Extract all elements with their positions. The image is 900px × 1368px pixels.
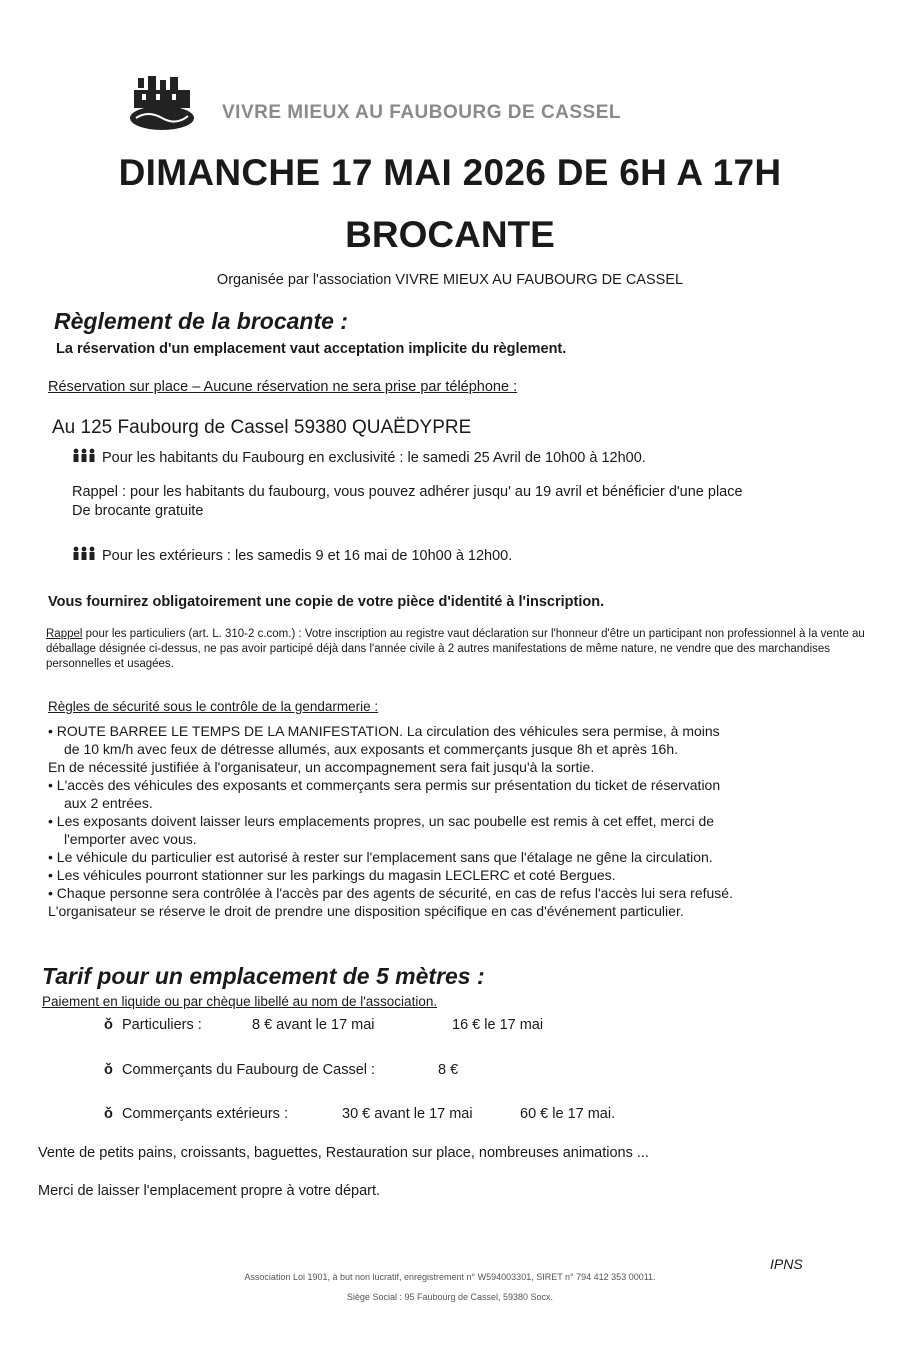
legal-label: Rappel <box>46 628 83 640</box>
outsiders-slot <box>72 546 512 564</box>
footer-seat: Siège Social : 95 Faubourg de Cassel, 59380 Socx. <box>346 1292 554 1302</box>
rules-heading: Règlement de la brocante : <box>54 308 348 334</box>
price-row-commercants-exterieurs <box>104 1106 615 1122</box>
reservation-note: Réservation sur place – Aucune réservation ne sera prise par téléphone : <box>48 379 518 395</box>
food-note: Vente de petits pains, croissants, baguettes, Restauration sur place, nombreuses animations ... <box>38 1145 649 1161</box>
footer-association: Association Loi 1901, à but non lucratif, enregistrement n° W594003301, SIRET n° 794 412 353 00011. <box>244 1272 656 1282</box>
security-rule: • ROUTE BARREE LE TEMPS DE LA MANIFESTATION. La circulation des véhicules sera permise, à moins <box>48 723 720 739</box>
security-rule: En de nécessité justifiée à l'organisateur, un accompagnement sera fait jusqu'à la sortie. <box>48 759 595 775</box>
security-heading: Règles de sécurité sous le contrôle de la gendarmerie : <box>48 699 379 714</box>
price-row-particuliers <box>104 1017 543 1033</box>
security-rule: • Chaque personne sera contrôlée à l'accès par des agents de sécurité, en cas de refus l'accès lui sera refusé. <box>48 885 733 901</box>
money-bag-icon: ǒ <box>104 1017 113 1033</box>
people-icon <box>72 546 102 564</box>
security-rule: L'organisateur se réserve le droit de prendre une disposition spécifique en cas d'événement particulier. <box>48 903 684 919</box>
security-rule: • Le véhicule du particulier est autorisé à rester sur l'emplacement sans que l'étalage ne gêne la circulation. <box>48 849 713 865</box>
ipns-mark: IPNS <box>770 1256 803 1272</box>
price-before: 30 € avant le 17 mai <box>342 1106 473 1122</box>
cleanup-note: Merci de laisser l'emplacement propre à votre départ. <box>38 1183 381 1199</box>
event-date-title: DIMANCHE 17 MAI 2026 DE 6H A 17H <box>118 152 782 193</box>
security-rule: de 10 km/h avec feux de détresse allumés, aux exposants et commerçants jusque 8h et après 16h. <box>64 741 679 757</box>
security-rule: • Les véhicules pourront stationner sur les parkings du magasin LECLERC et coté Bergues. <box>48 867 616 883</box>
price-row-commercants-faubourg <box>104 1062 458 1078</box>
people-icon <box>72 448 102 466</box>
tarif-heading: Tarif pour un emplacement de 5 mètres : <box>42 963 485 989</box>
security-rule: l'emporter avec vous. <box>64 831 197 847</box>
legal-reminder <box>46 627 866 672</box>
security-rules <box>48 722 868 920</box>
event-title: BROCANTE <box>345 214 555 255</box>
residents-slot <box>72 448 646 466</box>
security-rule: • L'accès des véhicules des exposants et commerçants sera permis sur présentation du ticket de réservation <box>48 777 721 793</box>
price-on-day: 60 € le 17 mai. <box>520 1106 616 1122</box>
security-rule: • Les exposants doivent laisser leurs emplacements propres, un sac poubelle est remis à cet effet, merci de <box>48 813 715 829</box>
price-label: Commerçants du Faubourg de Cassel : <box>122 1062 376 1078</box>
money-bag-icon: ǒ <box>104 1106 113 1122</box>
id-required: Vous fournirez obligatoirement une copie de votre pièce d'identité à l'inscription. <box>48 594 605 610</box>
reminder-line1: Rappel : pour les habitants du faubourg, vous pouvez adhérer jusqu' au 19 avril et bénéficier d'une place <box>72 484 743 500</box>
organisation-name: VIVRE MIEUX AU FAUBOURG DE CASSEL <box>222 102 622 123</box>
legal-text: pour les particuliers (art. L. 310-2 c.com.) : Votre inscription au registre vaut déclaration sur l'honneur d'être un participant non professionnel à la vente au déballage désignée ci-dessus, ne pas avoir participé déjà dans l'année civile à 2 autres manifestations de même nature, ne vendre que des marchandises personnelles et usagées. <box>46 628 865 670</box>
organised-by: Organisée par l'association VIVRE MIEUX AU FAUBOURG DE CASSEL <box>216 272 684 288</box>
payment-note: Paiement en liquide ou par chèque libellé au nom de l'association. <box>42 994 438 1009</box>
price-before: 8 € avant le 17 mai <box>252 1017 375 1033</box>
reservation-address: Au 125 Faubourg de Cassel 59380 QUAËDYPRE <box>52 417 472 438</box>
reminder-line2: De brocante gratuite <box>72 503 204 519</box>
outsiders-text: Pour les extérieurs : les samedis 9 et 16 mai de 10h00 à 12h00. <box>102 548 513 564</box>
price-label: Particuliers : <box>122 1017 202 1033</box>
price-label: Commerçants extérieurs : <box>122 1106 288 1122</box>
residents-text: Pour les habitants du Faubourg en exclusivité : le samedi 25 Avril de 10h00 à 12h00. <box>102 450 646 466</box>
acceptance-text: La réservation d'un emplacement vaut acceptation implicite du règlement. <box>56 341 567 357</box>
town-logo-icon <box>128 74 198 134</box>
money-bag-icon: ǒ <box>104 1062 113 1078</box>
price-on-day: 16 € le 17 mai <box>452 1017 544 1033</box>
price-before: 8 € <box>438 1062 459 1078</box>
security-rule: aux 2 entrées. <box>64 795 153 811</box>
